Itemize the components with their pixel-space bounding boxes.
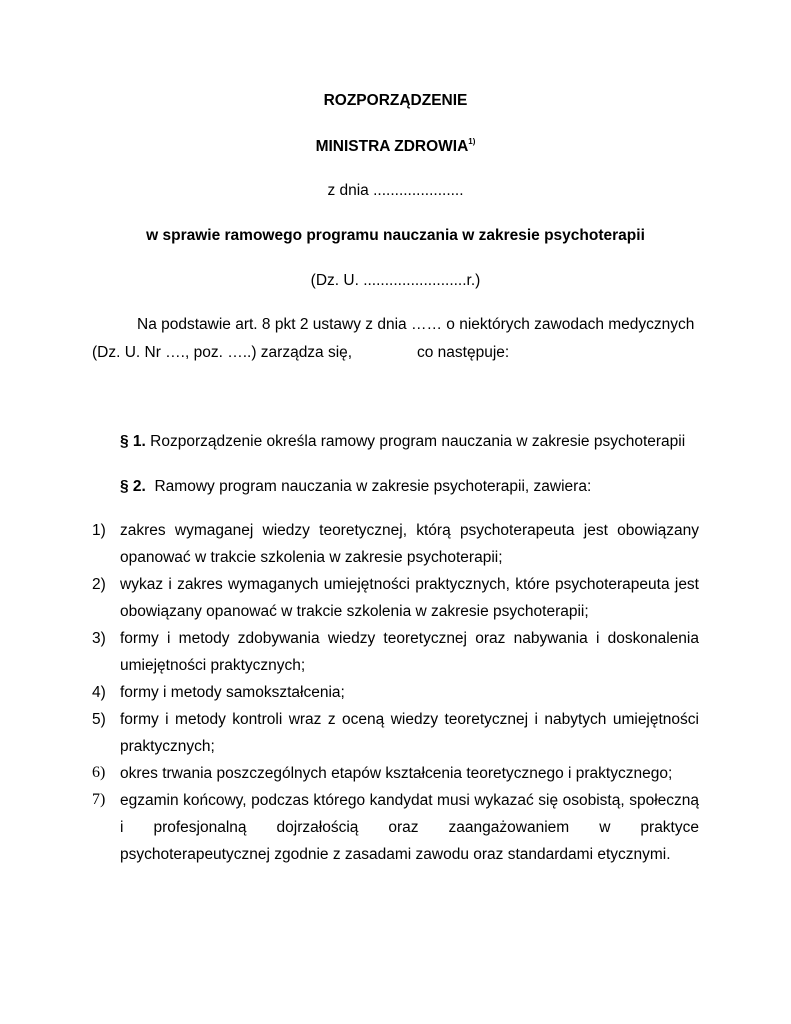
list-item-line: opanować w trakcie szkolenia w zakresie psychoterapii; xyxy=(120,549,503,566)
preamble-line-2b: co następuje: xyxy=(417,344,510,361)
preamble-line-1: Na podstawie art. 8 pkt 2 ustawy z dnia …… o niektórych zawodach medycznych xyxy=(137,316,695,333)
list-item-number: 1) xyxy=(92,522,106,539)
ministry-name: MINISTRA ZDROWIA xyxy=(315,138,469,155)
document-title: ROZPORZĄDZENIE xyxy=(323,92,468,109)
ministry-heading xyxy=(0,137,791,156)
document-date: z dnia ..................... xyxy=(327,182,464,199)
list-item-line: obowiązany opanować w trakcie szkolenia w zakresie psychoterapii; xyxy=(120,603,589,620)
list-item-number: 3) xyxy=(92,630,106,647)
document-subject: w sprawie ramowego programu nauczania w zakresie psychoterapii xyxy=(146,227,645,244)
list-item-line: egzamin końcowy, podczas którego kandydat musi wykazać się osobistą, społeczną xyxy=(120,792,699,809)
list-item-number: 7) xyxy=(92,791,106,808)
section-1-text: Rozporządzenie określa ramowy program nauczania w zakresie psychoterapii xyxy=(150,433,686,450)
list-item-line: praktycznych; xyxy=(120,738,215,755)
section-1-mark: § 1. xyxy=(120,433,146,450)
section-2-text: Ramowy program nauczania w zakresie psychoterapii, zawiera: xyxy=(154,478,592,495)
list-item-line: formy i metody kontroli wraz z oceną wiedzy teoretycznej i nabytych umiejętności xyxy=(120,711,699,728)
list-item-line: okres trwania poszczególnych etapów kształcenia teoretycznego i praktycznego; xyxy=(120,765,673,782)
list-item-number: 5) xyxy=(92,711,106,728)
preamble-line-2a: (Dz. U. Nr …., poz. …..) zarządza się, xyxy=(92,344,353,361)
list-item-line: umiejętności praktycznych; xyxy=(120,657,306,674)
list-item-number: 4) xyxy=(92,684,106,701)
section-2-mark: § 2. xyxy=(120,478,146,495)
list-item-number: 6) xyxy=(92,764,106,781)
footnote-marker: 1) xyxy=(468,137,476,146)
journal-reference: (Dz. U. ........................r.) xyxy=(310,272,481,289)
list-item-line: wykaz i zakres wymaganych umiejętności praktycznych, które psychoterapeuta jest xyxy=(120,576,699,593)
list-item-number: 2) xyxy=(92,576,106,593)
list-item-line: formy i metody zdobywania wiedzy teoretycznej oraz nabywania i doskonalenia xyxy=(120,630,699,647)
list-item-line: i profesjonalną dojrzałością oraz zaangażowaniem w praktyce xyxy=(120,819,699,836)
section-1 xyxy=(120,433,685,451)
section-2 xyxy=(120,478,591,496)
list-item-line: psychoterapeutycznej zgodnie z zasadami zawodu oraz standardami etycznymi. xyxy=(120,846,671,863)
list-item-line: formy i metody samokształcenia; xyxy=(120,684,345,701)
list-item-line: zakres wymaganej wiedzy teoretycznej, którą psychoterapeuta jest obowiązany xyxy=(120,522,699,539)
